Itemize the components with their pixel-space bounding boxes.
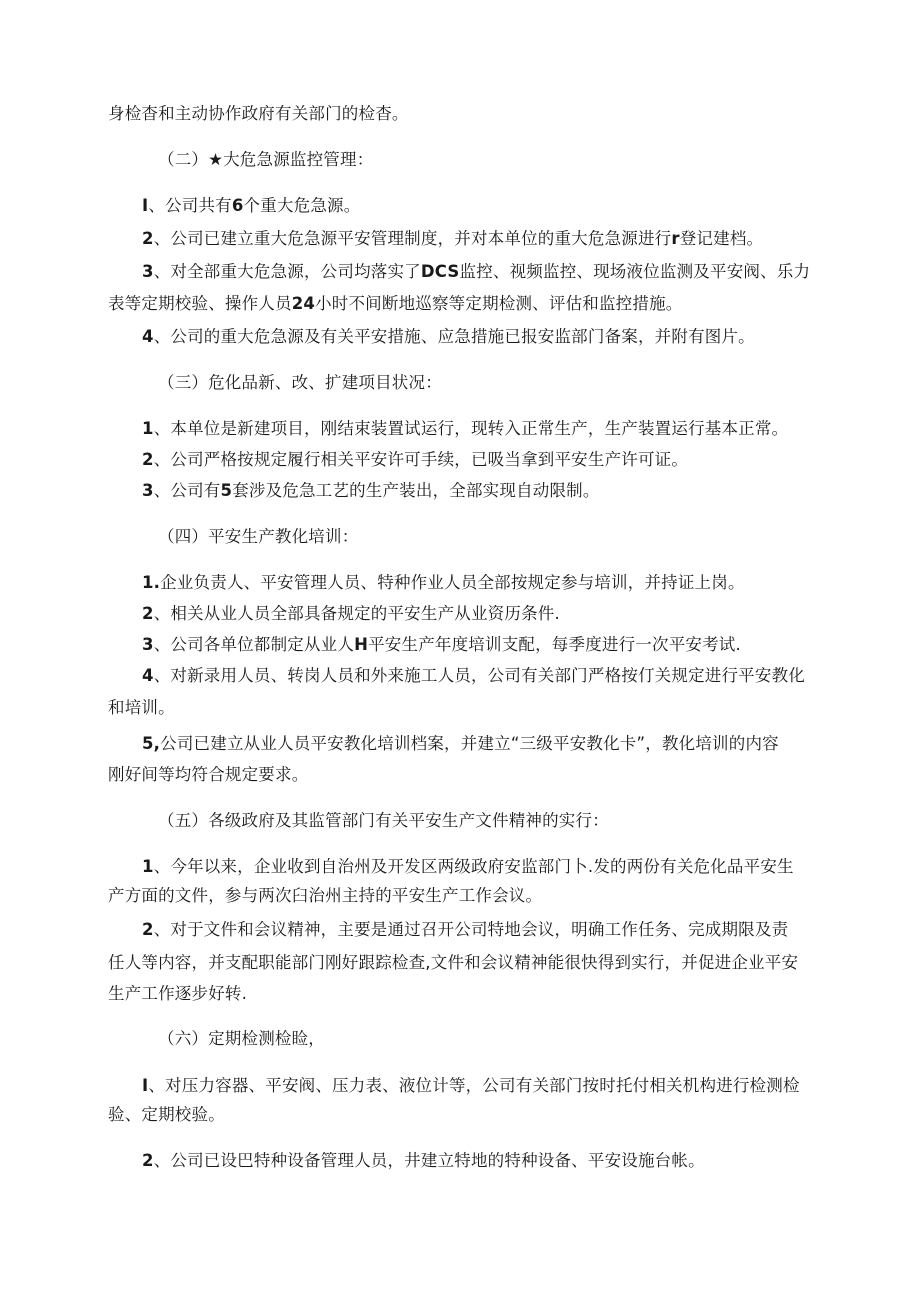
line-text: 和培训。	[108, 698, 175, 717]
line-text: 任人等内容，并支配职能部门刚好跟踪检查,文件和会议精神能很快得到实行，并促进企业平安	[108, 953, 799, 972]
item-number: 2	[142, 450, 154, 469]
list-item	[142, 857, 794, 877]
list-item	[142, 573, 745, 593]
list-item	[142, 920, 788, 940]
line-text: 、对新录用人员、转岗人员和外来施工人员，公司有关部门严格按仃关规定进行平安教化	[153, 666, 805, 685]
item-number: 2	[142, 920, 154, 939]
line-text: 、本单位是新建项目，刚结束装置试运行，现转入正常生产，生产装置运行基本正常。	[153, 419, 789, 438]
item-number: 2	[142, 1151, 154, 1170]
line-text: （三）危化品新、改、扩建项目状况：	[158, 373, 442, 392]
item-number: 1	[142, 419, 154, 438]
list-item	[142, 1076, 800, 1096]
paragraph-line	[108, 104, 409, 124]
line-text: 、公司严格按规定履行相关平安许可手续，已吸当拿到平安生产许可证。	[153, 450, 689, 469]
item-number: 3	[142, 635, 154, 654]
line-text: （五）各级政府及其监管部门有关平安生产文件精神的实行：	[158, 811, 609, 830]
line-text: 、公司已设巴特种设备管理人员，井建立特地的特种设备、平安设施台帐。	[153, 1151, 705, 1170]
line-text: 产方面的文件，参与两次臼治州主持的平安生产工作会议。	[108, 886, 543, 905]
list-item	[142, 229, 763, 249]
section-heading	[158, 811, 609, 831]
line-text: 、公司已建立重大危急源平安管理制度，并对本单位的重大危急源进行	[153, 229, 672, 248]
paragraph-line	[108, 765, 308, 785]
list-item	[142, 450, 688, 470]
line-text: 、公司的重大危急源及有关平安措施、应急措施已报安监部门备案，并附有图片。	[153, 327, 755, 346]
item-number: 2	[142, 604, 154, 623]
section-heading	[158, 373, 442, 393]
inline-number: 5	[220, 481, 233, 500]
item-number: 1	[142, 857, 154, 876]
list-item	[142, 734, 779, 754]
list-item	[142, 481, 600, 501]
line-text: 个重大危急源。	[243, 196, 361, 215]
line-text: 身检杳和主动协作政府有关部门的检杳。	[108, 104, 409, 123]
item-number: I	[142, 196, 149, 215]
line-text: （二）★大危急源监控管理：	[158, 150, 374, 169]
list-item	[142, 604, 560, 624]
item-number: 1.	[142, 573, 161, 592]
line-text: （四）平安生产教化培训：	[158, 527, 359, 546]
section-heading	[158, 150, 373, 170]
section-heading	[158, 1029, 325, 1049]
line-text: 套涉及危急工艺的生产装出，全部实现自动限制。	[232, 481, 600, 500]
inline-number: r	[671, 229, 680, 248]
line-text: 生产工作逐步好转.	[108, 984, 248, 1003]
item-number: 2	[142, 229, 154, 248]
inline-number: 6	[231, 196, 244, 215]
paragraph-line	[108, 294, 682, 314]
inline-number: H	[354, 635, 369, 654]
line-text: 平安生产年度培训支配，每季度进行一次平安考试.	[368, 635, 741, 654]
line-text: 监控、视频监控、现场液位监测及平安阀、乐力	[459, 262, 811, 281]
list-item	[142, 196, 360, 216]
list-item	[142, 666, 805, 686]
line-text: 表等定期校验、操作人员	[108, 294, 292, 313]
line-text: 验、定期校验。	[108, 1105, 225, 1124]
list-item	[142, 419, 788, 439]
item-number: 5,	[142, 734, 161, 753]
list-item	[142, 262, 810, 282]
line-text: 登记建档。	[679, 229, 764, 248]
line-text: 、对压力容器、平安阀、压力表、液位计等，公司有关部门按时托付相关机构进行检测检	[148, 1076, 800, 1095]
item-number: I	[142, 1076, 149, 1095]
line-text: （六）定期检测检睑，	[158, 1029, 325, 1048]
inline-number: DCS	[420, 262, 460, 281]
line-text: 、对于文件和会议精神，主要是通过召开公司特地会议，明确工作任务、完成期限及责	[153, 920, 789, 939]
line-text: 小时不间断地巡察等定期检测、评估和监控措施。	[315, 294, 683, 313]
line-text: 、公司共有	[148, 196, 232, 215]
item-number: 3	[142, 481, 154, 500]
line-text: 刚好间等均符合规定要求。	[108, 765, 309, 784]
list-item	[142, 635, 741, 655]
list-item	[142, 1151, 705, 1171]
line-text: 、公司各单位都制定从业人	[153, 635, 355, 654]
line-text: 、公司有	[153, 481, 221, 500]
paragraph-line	[108, 698, 175, 718]
list-item	[142, 327, 755, 347]
paragraph-line	[108, 984, 247, 1004]
inline-number: 24	[291, 294, 316, 313]
line-text: 、对全部重大危急源，公司均落实了	[153, 262, 421, 281]
item-number: 4	[142, 327, 154, 346]
line-text: 、今年以来，企业收到自治州及开发区两级政府安监部门卜.发的两份有关危化品平安生	[153, 857, 794, 876]
paragraph-line	[108, 953, 798, 973]
paragraph-line	[108, 1105, 225, 1125]
line-text: 公司已建立从业人员平安教化培训档案，并建立“三级平安教化卡”，教化培训的内容	[160, 734, 779, 753]
item-number: 3	[142, 262, 154, 281]
item-number: 4	[142, 666, 154, 685]
line-text: 企业负责人、平安管理人员、特种作业人员全部按规定参与培训，并持证上岗。	[160, 573, 745, 592]
paragraph-line	[108, 886, 542, 906]
section-heading	[158, 527, 358, 547]
line-text: 、相关从业人员全部具备规定的平安生产从业资历条件.	[153, 604, 560, 623]
